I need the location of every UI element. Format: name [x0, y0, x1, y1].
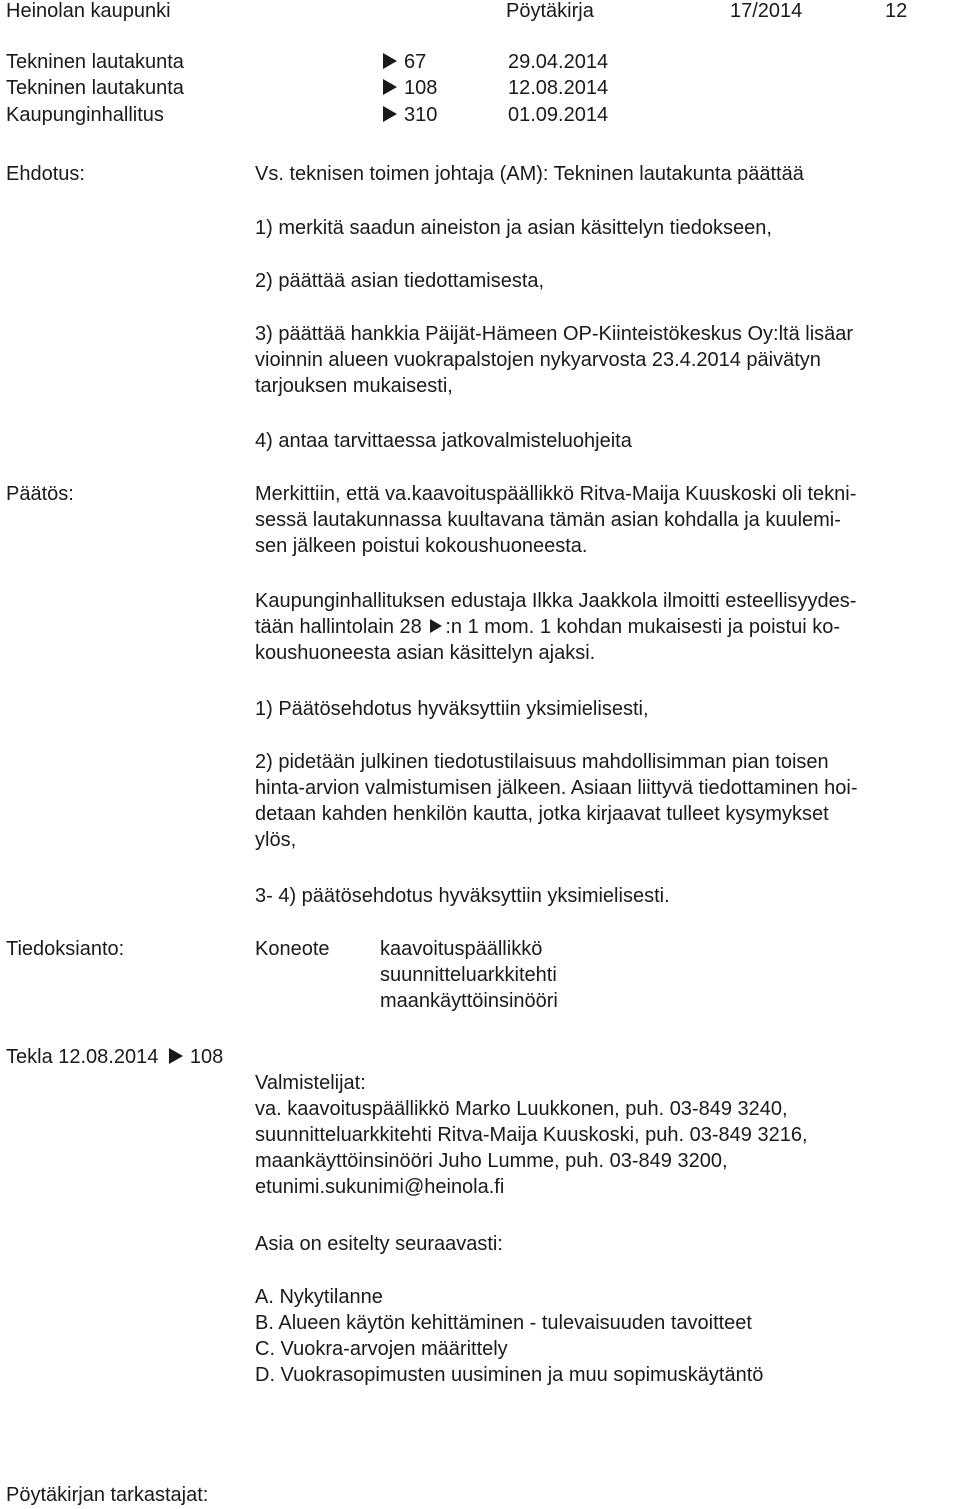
tekla-date: Tekla 12.08.2014 — [6, 1046, 159, 1068]
recipient: kaavoituspäällikkö — [380, 938, 543, 960]
reference-body: Kaupunginhallitus — [6, 104, 164, 126]
decision-label: Päätös: — [6, 483, 74, 505]
text-fragment: :n 1 mom. 1 kohdan mukaisesti ja poistui ko- — [445, 616, 840, 638]
text-line — [255, 614, 955, 640]
text-line: 3) päättää hankkia Päijät-Hämeen OP-Kiinteistökeskus Oy:ltä lisäar — [255, 323, 854, 345]
reference-number — [382, 75, 437, 101]
proposal-intro: Vs. teknisen toimen johtaja (AM): Tekninen lautakunta päättää — [255, 163, 804, 185]
header-city: Heinolan kaupunki — [6, 0, 171, 22]
preparer: suunnitteluarkkitehti Ritva-Maija Kuuskoski, puh. 03-849 3216, — [255, 1124, 808, 1146]
header-doc-type: Pöytäkirja — [506, 0, 594, 22]
reference-number-text: 310 — [404, 104, 438, 126]
outline-item: B. Alueen käytön kehittäminen - tulevaisuuden tavoitteet — [255, 1312, 752, 1334]
outline-item: A. Nykytilanne — [255, 1286, 383, 1308]
text-line: hinta-arvion valmistumisen jälkeen. Asiaan liittyvä tiedottaminen hoi- — [255, 777, 858, 799]
text-line: 2) pidetään julkinen tiedotustilaisuus mahdollisimman pian toisen — [255, 751, 829, 773]
arrow-right-icon — [382, 52, 398, 70]
recipient: suunnitteluarkkitehti — [380, 964, 557, 986]
text-line: Kaupunginhallituksen edustaja Ilkka Jaakkola ilmoitti esteellisyydes- — [255, 590, 857, 612]
presented-label: Asia on esitelty seuraavasti: — [255, 1233, 503, 1255]
text-line: Merkittiin, että va.kaavoituspäällikkö Ritva-Maija Kuuskoski oli tekni- — [255, 483, 857, 505]
proposal-item-3 — [255, 321, 955, 399]
notification-method: Koneote — [255, 938, 330, 960]
tekla-number: 108 — [189, 1046, 224, 1068]
decision-paragraph-2 — [255, 588, 955, 666]
arrow-right-icon — [382, 78, 398, 96]
outline-list — [255, 1284, 955, 1388]
text-line: detaan kahden henkilön kautta, jotka kirjaavat tulleet kysymykset — [255, 803, 829, 825]
reference-date: 29.04.2014 — [508, 51, 609, 73]
reference-number — [382, 49, 426, 75]
recipient: maankäyttöinsinööri — [380, 990, 558, 1012]
email-address: etunimi.sukunimi@heinola.fi — [255, 1176, 505, 1198]
preparers-list — [255, 1096, 955, 1200]
outline-item: C. Vuokra-arvojen määrittely — [255, 1338, 508, 1360]
proposal-item-1: 1) merkitä saadun aineiston ja asian käsittelyn tiedokseen, — [255, 217, 772, 239]
reference-body: Tekninen lautakunta — [6, 77, 184, 99]
preparer: maankäyttöinsinööri Juho Lumme, puh. 03-849 3200, — [255, 1150, 728, 1172]
arrow-right-icon — [168, 1047, 184, 1065]
notification-recipients — [380, 936, 558, 1014]
reference-number — [382, 102, 437, 128]
reference-date: 12.08.2014 — [508, 77, 609, 99]
header-page-number: 12 — [885, 0, 908, 22]
reference-number-text: 67 — [404, 51, 427, 73]
decision-paragraph-4 — [255, 749, 955, 853]
decision-paragraph-1 — [255, 481, 955, 559]
preparer: va. kaavoituspäällikkö Marko Luukkonen, puh. 03-849 3240, — [255, 1098, 788, 1120]
minutes-reviewers-label: Pöytäkirjan tarkastajat: — [6, 1484, 209, 1506]
decision-paragraph-3: 1) Päätösehdotus hyväksyttiin yksimielisesti, — [255, 698, 649, 720]
text-line: vioinnin alueen vuokrapalstojen nykyarvosta 23.4.2014 päivätyn — [255, 349, 821, 371]
reference-number-text: 108 — [404, 77, 438, 99]
proposal-label: Ehdotus: — [6, 163, 85, 185]
text-line: ylös, — [255, 829, 297, 851]
tekla-reference — [6, 1044, 223, 1070]
arrow-right-icon — [429, 618, 443, 634]
text-line: sen jälkeen poistui kokoushuoneesta. — [255, 535, 588, 557]
reference-body: Tekninen lautakunta — [6, 51, 184, 73]
proposal-item-4: 4) antaa tarvittaessa jatkovalmisteluohjeita — [255, 430, 632, 452]
text-line: tarjouksen mukaisesti, — [255, 375, 453, 397]
notification-label: Tiedoksianto: — [6, 938, 125, 960]
header-doc-number: 17/2014 — [730, 0, 803, 22]
outline-item: D. Vuokrasopimusten uusiminen ja muu sopimuskäytäntö — [255, 1364, 764, 1386]
text-fragment: tään hallintolain 28 — [255, 616, 428, 638]
decision-paragraph-5: 3- 4) päätösehdotus hyväksyttiin yksimielisesti. — [255, 885, 670, 907]
reference-date: 01.09.2014 — [508, 104, 609, 126]
proposal-item-2: 2) päättää asian tiedottamisesta, — [255, 270, 545, 292]
arrow-right-icon — [382, 105, 398, 123]
text-line: sessä lautakunnassa kuultavana tämän asian kohdalla ja kuulemi- — [255, 509, 841, 531]
text-line: koushuoneesta asian käsittelyn ajaksi. — [255, 642, 596, 664]
preparers-label: Valmistelijat: — [255, 1072, 366, 1094]
